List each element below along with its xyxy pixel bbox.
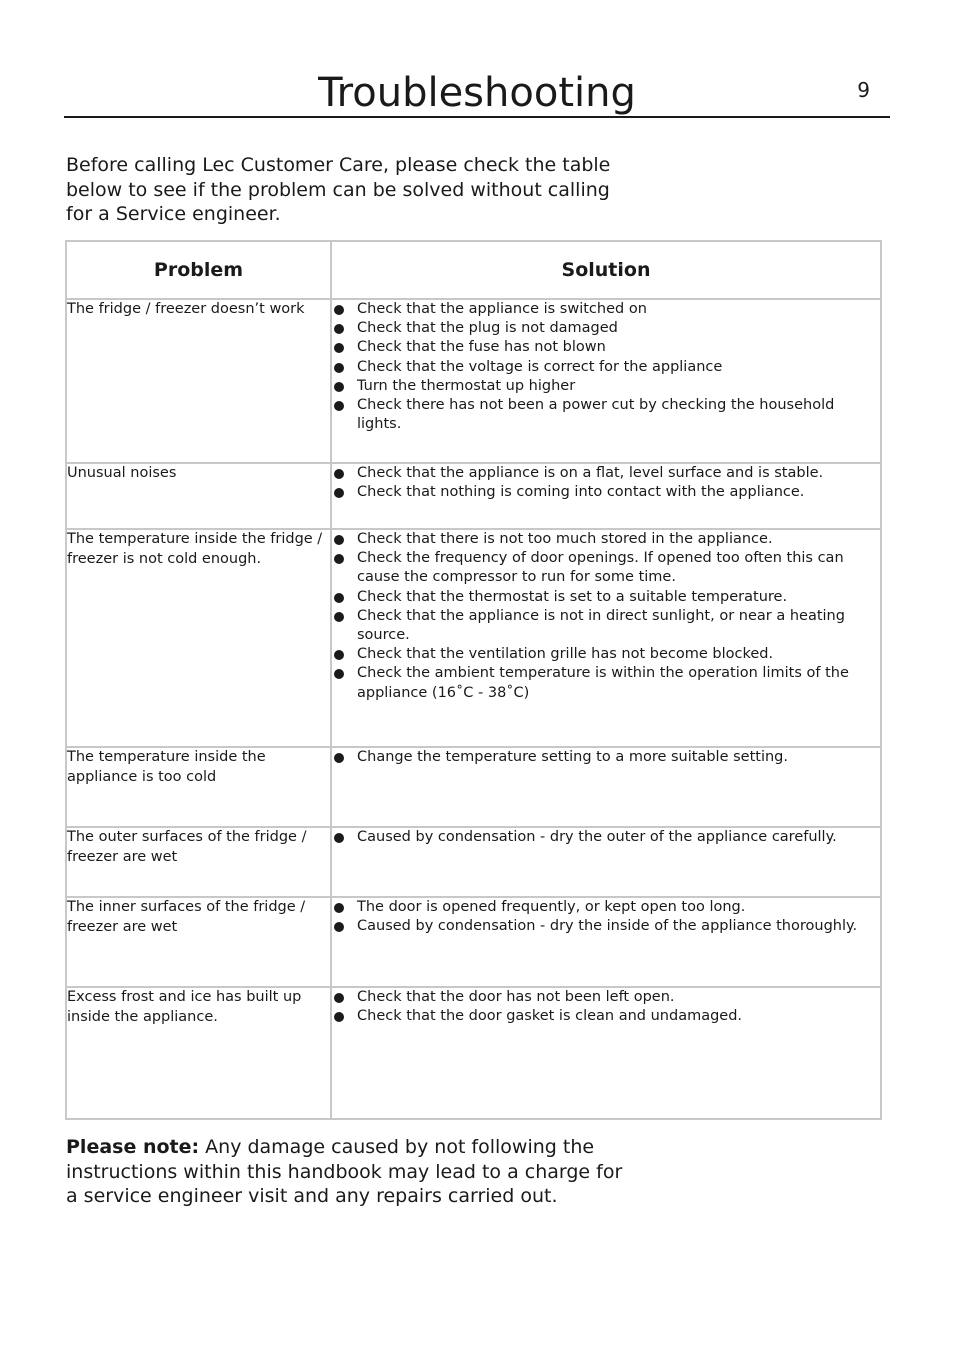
solution-cell bbox=[331, 987, 881, 1119]
note-text: Any damage caused by not following the instructions within this handbook may lead to a charge for a service engineer visit and any repairs carried out. bbox=[66, 1136, 623, 1207]
problem-cell: The temperature inside the appliance is too cold bbox=[66, 747, 331, 827]
column-header-problem: Problem bbox=[66, 241, 331, 299]
solution-cell bbox=[331, 897, 881, 987]
table-header-row bbox=[66, 241, 881, 299]
solution-cell bbox=[331, 529, 881, 747]
solution-list bbox=[332, 988, 880, 1026]
troubleshooting-table bbox=[65, 240, 882, 1120]
problem-cell: The outer surfaces of the fridge / freezer are wet bbox=[66, 827, 331, 897]
solution-list bbox=[332, 300, 880, 434]
solution-cell bbox=[331, 463, 881, 529]
solution-list bbox=[332, 464, 880, 502]
intro-paragraph: Before calling Lec Customer Care, please check the table below to see if the problem can be solved without calling for a Service engineer. bbox=[66, 154, 611, 225]
table-row bbox=[66, 463, 881, 529]
table-row bbox=[66, 827, 881, 897]
solution-list bbox=[332, 530, 880, 703]
problem-cell: The fridge / freezer doesn’t work bbox=[66, 299, 331, 463]
table-row bbox=[66, 987, 881, 1119]
solution-item: Check that the thermostat is set to a suitable temperature. bbox=[332, 588, 880, 607]
solution-item: Turn the thermostat up higher bbox=[332, 377, 880, 396]
solution-item: Check that the door gasket is clean and undamaged. bbox=[332, 1007, 880, 1026]
table-row bbox=[66, 747, 881, 827]
solution-item: Caused by condensation - dry the inside of the appliance thoroughly. bbox=[332, 917, 880, 936]
column-header-solution: Solution bbox=[331, 241, 881, 299]
problem-cell: Excess frost and ice has built up inside the appliance. bbox=[66, 987, 331, 1119]
problem-cell: The inner surfaces of the fridge / freezer are wet bbox=[66, 897, 331, 987]
table-row bbox=[66, 299, 881, 463]
solution-item: Check that the voltage is correct for the appliance bbox=[332, 358, 880, 377]
solution-item: Check that the door has not been left open. bbox=[332, 988, 880, 1007]
note-label: Please note: bbox=[66, 1136, 200, 1158]
please-note-paragraph bbox=[66, 1135, 626, 1209]
solution-list bbox=[332, 748, 880, 767]
solution-list bbox=[332, 898, 880, 936]
solution-item: Check that nothing is coming into contact with the appliance. bbox=[332, 483, 880, 502]
solution-item: Check that the ventilation grille has not become blocked. bbox=[332, 645, 880, 664]
solution-item: Check that the plug is not damaged bbox=[332, 319, 880, 338]
solution-item: Caused by condensation - dry the outer of the appliance carefully. bbox=[332, 828, 880, 847]
table-row bbox=[66, 529, 881, 747]
solution-cell bbox=[331, 747, 881, 827]
solution-cell bbox=[331, 299, 881, 463]
solution-item: Check the ambient temperature is within the operation limits of the appliance (16˚C - 38˚C) bbox=[332, 664, 880, 702]
page-title: Troubleshooting bbox=[318, 70, 636, 116]
solution-item: Check that the fuse has not blown bbox=[332, 338, 880, 357]
problem-cell: The temperature inside the fridge / freezer is not cold enough. bbox=[66, 529, 331, 747]
solution-item: Check that there is not too much stored in the appliance. bbox=[332, 530, 880, 549]
table-row bbox=[66, 897, 881, 987]
solution-item: Change the temperature setting to a more suitable setting. bbox=[332, 748, 880, 767]
page-number: 9 bbox=[857, 78, 870, 102]
solution-item: Check that the appliance is not in direct sunlight, or near a heating source. bbox=[332, 607, 880, 645]
solution-list bbox=[332, 828, 880, 847]
problem-cell: Unusual noises bbox=[66, 463, 331, 529]
solution-cell bbox=[331, 827, 881, 897]
solution-item: Check the frequency of door openings. If opened too often this can cause the compressor to run for some time. bbox=[332, 549, 880, 587]
solution-item: Check that the appliance is on a flat, level surface and is stable. bbox=[332, 464, 880, 483]
solution-item: Check that the appliance is switched on bbox=[332, 300, 880, 319]
solution-item: Check there has not been a power cut by checking the household lights. bbox=[332, 396, 880, 434]
solution-item: The door is opened frequently, or kept open too long. bbox=[332, 898, 880, 917]
page-header bbox=[64, 60, 890, 118]
